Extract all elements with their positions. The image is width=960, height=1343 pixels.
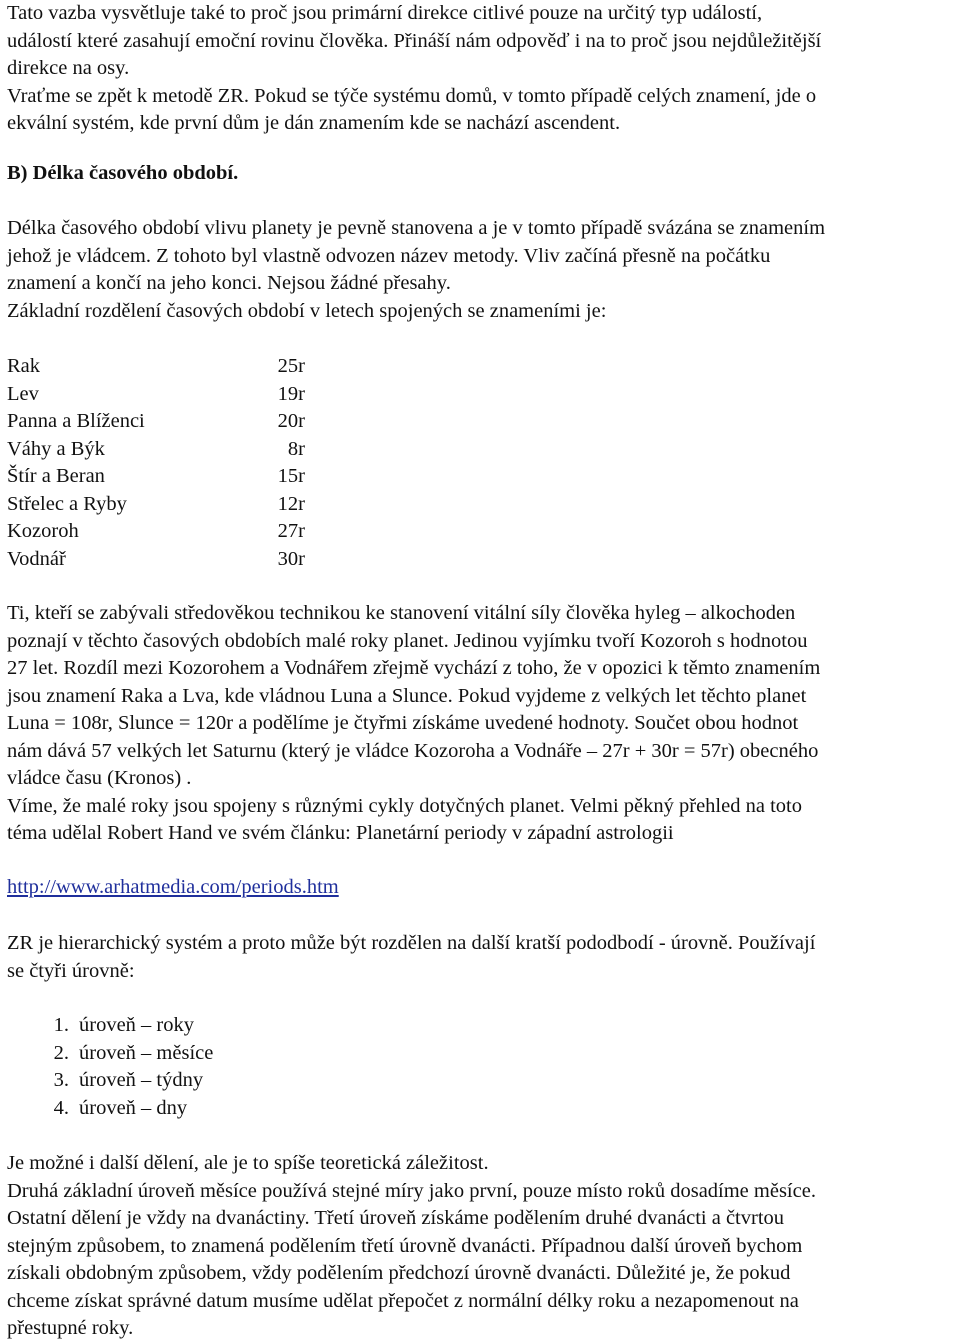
text-line: získali obdobným způsobem, vždy podělením předchozí úrovně dvanácti. Důležité je, že pokud <box>7 1262 791 1284</box>
text-line: téma udělal Robert Hand ve svém článku: Planetární periody v západní astrologii <box>7 822 674 844</box>
text-line: vládce času (Kronos) . <box>7 767 192 789</box>
text-line: chceme získat správné datum musíme udělat přepočet z normální délky roku a nezapomenout na <box>7 1289 799 1312</box>
text-line: ekvální systém, kde první dům je dán znamením kde se nachází ascendent. <box>7 112 621 134</box>
period-years: 25r <box>277 355 305 377</box>
text-line: poznají v těchto časových obdobích malé roky planet. Jedinou vyjímku tvoří Kozoroh s hodnotou <box>7 629 808 652</box>
sign-name: Lev <box>7 382 39 405</box>
list-text: úroveň – roky <box>79 1014 195 1036</box>
text-line: Druhá základní úroveň měsíce používá stejné míry jako první, pouze místo roků dosadíme měsíce. <box>7 1179 816 1202</box>
text-line: ZR je hierarchický systém a proto může být rozdělen na další kratší pododbodí - úrovně. Používají <box>7 932 816 954</box>
text-line: stejným způsobem, to znamená podělením třetí úrovně dvanácti. Případnou další úroveň bychom <box>7 1234 803 1257</box>
link-line <box>7 874 339 902</box>
hyleg-paragraph <box>7 600 820 848</box>
list-number: 3. <box>53 1069 69 1091</box>
period-years: 15r <box>277 465 305 487</box>
levels-list <box>7 1012 407 1122</box>
text-line: jsou znamení Raka a Lva, kde vládnou Luna a Slunce. Pokud vyjdeme z velkých let těchto planet <box>7 684 807 707</box>
sign-name: Rak <box>7 355 41 377</box>
periods-link[interactable]: http://www.arhatmedia.com/periods.htm <box>7 876 339 898</box>
period-years: 27r <box>277 520 305 542</box>
list-text: úroveň – měsíce <box>79 1041 214 1064</box>
text-line: nám dává 57 velkých let Saturnu (který je vládce Kozoroha a Vodnáře – 27r + 30r = 57r) obecného <box>7 739 819 762</box>
text-line: Základní rozdělení časových období v letech spojených se znameními je: <box>7 299 607 322</box>
text-line: Délka časového období vlivu planety je pevně stanovena a je v tomto případě svázána se znamením <box>7 217 826 239</box>
period-years: 8r <box>287 437 305 460</box>
list-text: úroveň – týdny <box>79 1069 204 1091</box>
sign-name: Střelec a Ryby <box>7 492 127 515</box>
list-number: 2. <box>53 1041 69 1064</box>
text-line: Ti, kteří se zabývali středověkou technikou ke stanovení vitální síly člověka hyleg – alkochoden <box>7 602 796 624</box>
period-years: 12r <box>277 492 305 515</box>
text-line: jehož je vládcem. Z tohoto byl vlastně odvozen název metody. Vliv začíná přesně na počátku <box>7 244 771 267</box>
sign-name: Váhy a Býk <box>7 437 105 460</box>
sign-name: Vodnář <box>7 547 66 570</box>
list-number: 1. <box>53 1014 69 1036</box>
text-line: Ostatní dělení je vždy na dvanáctiny. Třetí úroveň získáme podělením druhé dvanácti a čtvrtou <box>7 1207 785 1229</box>
text-line: událostí které zasahují emoční rovinu člověka. Přináší nám odpověď i na to proč jsou nejdůležitější <box>7 29 822 52</box>
text-line: přestupné roky. <box>7 1317 134 1339</box>
text-line: Luna = 108r, Slunce = 120r a podělíme je čtyřmi získáme uvedené hodnoty. Součet obou hodnot <box>7 712 799 734</box>
text-line: se čtyři úrovně: <box>7 959 135 982</box>
sign-name: Kozoroh <box>7 520 79 542</box>
sign-name: Panna a Blíženci <box>7 410 145 432</box>
text-line: 27 let. Rozdíl mezi Kozorohem a Vodnářem zřejmě vychází z toho, že v opozici k těmto znamením <box>7 657 821 679</box>
list-number: 4. <box>53 1096 69 1119</box>
intro-paragraph <box>7 0 821 138</box>
text-line: znamení a končí na jeho konci. Nejsou žádné přesahy. <box>7 272 451 294</box>
text-line: Je možné i další dělení, ale je to spíše teoretická záležitost. <box>7 1152 489 1174</box>
list-text: úroveň – dny <box>79 1096 188 1119</box>
text-line: direkce na osy. <box>7 57 130 79</box>
section-heading: B) Délka časového období. <box>7 162 239 184</box>
levels-intro-paragraph <box>7 930 815 985</box>
text-line: Víme, že malé roky jsou spojeny s různými cykly dotyčných planet. Velmi pěkný přehled na toto <box>7 794 802 817</box>
text-line: Tato vazba vysvětluje také to proč jsou primární direkce citlivé pouze na určitý typ událostí, <box>7 2 763 24</box>
text-line: Vraťme se zpět k metodě ZR. Pokud se týče systému domů, v tomto případě celých znamení, jde o <box>7 84 817 107</box>
section-paragraph <box>7 215 825 325</box>
periods-table <box>7 353 327 575</box>
period-years: 30r <box>277 547 305 570</box>
closing-paragraph <box>7 1150 816 1343</box>
period-years: 19r <box>277 382 305 405</box>
sign-name: Štír a Beran <box>7 465 105 487</box>
period-years: 20r <box>277 410 305 432</box>
